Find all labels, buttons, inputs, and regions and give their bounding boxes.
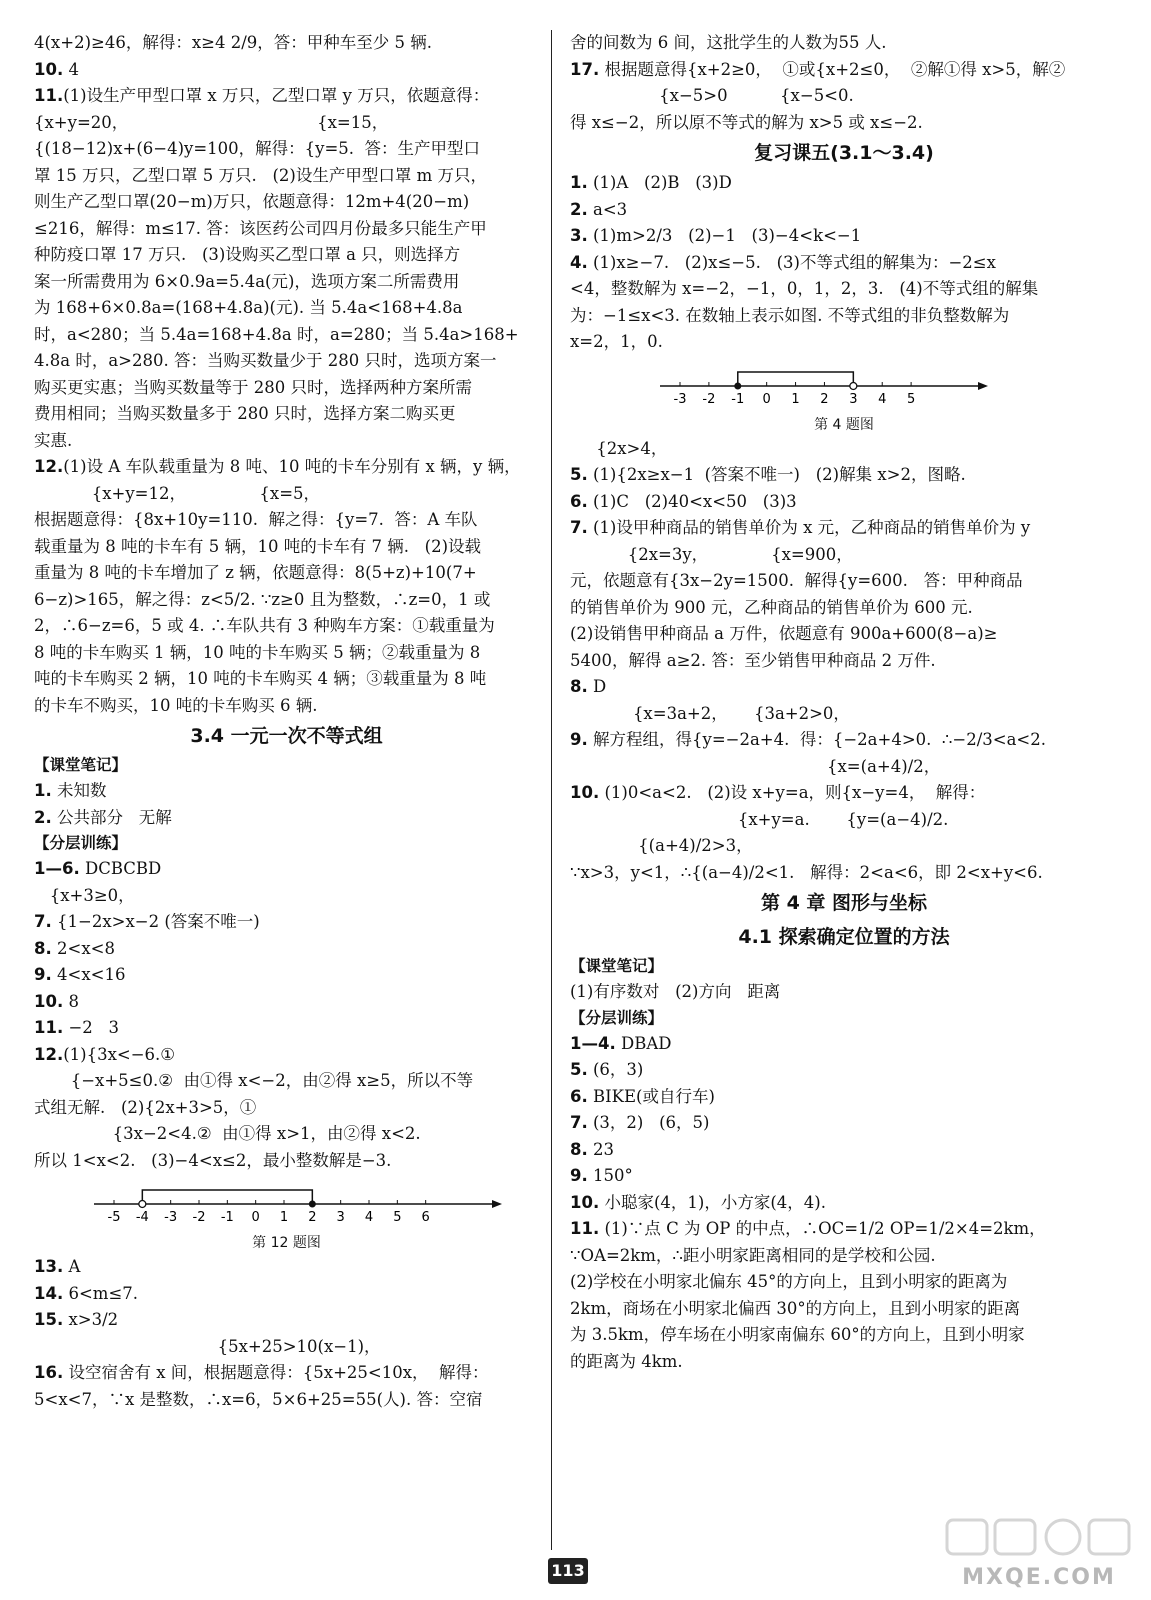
page-number: 113 bbox=[548, 1558, 588, 1584]
text-line bbox=[34, 1334, 539, 1361]
text-line bbox=[570, 860, 1118, 887]
text-line bbox=[570, 1296, 1118, 1323]
line-text: (2)设销售甲种商品 a 万件，依题意有 900a+600(8−a)≥ bbox=[570, 624, 998, 643]
question-number: 6. bbox=[570, 491, 588, 511]
line-text: 4 bbox=[63, 59, 79, 79]
line-text: −2 3 bbox=[63, 1018, 120, 1037]
question-number: 7. bbox=[34, 912, 52, 931]
right-column bbox=[570, 30, 1118, 1375]
line-text: {1−2x>x−2 (答案不唯一) bbox=[51, 912, 260, 931]
text-line bbox=[34, 936, 539, 963]
question-number: 7. bbox=[570, 518, 588, 537]
tick-label: 4 bbox=[878, 391, 887, 407]
text-line bbox=[570, 754, 1118, 781]
text-line bbox=[570, 83, 1118, 110]
line-text: 得 x≤−2，所以原不等式的解为 x>5 或 x≤−2. bbox=[570, 112, 923, 132]
text-line bbox=[570, 674, 1118, 701]
question-number: 2. bbox=[570, 199, 588, 219]
line-text: a<3 bbox=[587, 199, 628, 219]
text-line bbox=[34, 375, 539, 402]
text-line bbox=[570, 1110, 1118, 1137]
line-text: x=2，1，0. bbox=[570, 332, 663, 351]
tick-label: 3 bbox=[336, 1210, 345, 1225]
text-line bbox=[34, 805, 539, 832]
line-text: 案一所需费用为 6×0.9a=5.4a(元)，选项方案二所需费用 bbox=[34, 271, 460, 291]
text-line bbox=[34, 322, 539, 349]
text-line bbox=[34, 587, 539, 614]
line-text: (1)A (2)B (3)D bbox=[587, 173, 732, 192]
tick-label: -1 bbox=[220, 1210, 234, 1225]
line-text: 6−z)>165，解之得：z<5/2. ∵z≥0 且为整数，∴z=0，1 或 bbox=[34, 589, 491, 609]
line-text: DCBCBD bbox=[79, 859, 162, 878]
text-line bbox=[570, 1349, 1118, 1376]
text-line bbox=[570, 436, 1118, 463]
question-number: 15. bbox=[34, 1310, 64, 1329]
line-text: 2，∴6−z=6，5 或 4. ∴车队共有 3 种购车方案：①载重量为 bbox=[34, 616, 495, 635]
line-text: 5<x<7，∵x 是整数，∴x=6，5×6+25=55(人). 答：空宿 bbox=[34, 1389, 483, 1409]
question-number: 5. bbox=[570, 465, 588, 484]
line-text: 为 3.5km，停车场在小明家南偏东 60°的方向上，且到小明家 bbox=[570, 1325, 1025, 1344]
text-line bbox=[34, 778, 539, 805]
text-line bbox=[570, 1216, 1118, 1243]
text-line bbox=[570, 489, 1118, 516]
text-line bbox=[570, 595, 1118, 622]
tick-label: 6 bbox=[421, 1210, 430, 1225]
text-line bbox=[570, 170, 1118, 197]
closed-endpoint bbox=[309, 1201, 316, 1208]
line-text: 费用相同；当购买数量多于 280 只时，选择方案二购买更 bbox=[34, 404, 456, 423]
line-text: 购买更实惠；当购买数量等于 280 只时，选择两种方案所需 bbox=[34, 377, 472, 397]
line-text: (1){3x<−6.① bbox=[63, 1044, 176, 1064]
line-text: (1)设甲种商品的销售单价为 x 元，乙种商品的销售单价为 y bbox=[587, 518, 1031, 537]
line-text: {x+y=20， {x=15， bbox=[34, 112, 389, 132]
line-text: (1)有序数对 (2)方向 距离 bbox=[570, 982, 781, 1001]
line-text: 4(x+2)≥46，解得：x≥4 2/9，答：甲种车至少 5 辆. bbox=[34, 33, 432, 52]
line-text: 载重量为 8 吨的卡车有 5 辆，10 吨的卡车有 7 辆. (2)设载 bbox=[34, 536, 482, 556]
axis-arrow bbox=[978, 382, 988, 390]
line-text: A bbox=[63, 1257, 81, 1276]
line-text: {x+y=12， {x=5， bbox=[34, 483, 321, 503]
question-number: 4. bbox=[570, 252, 588, 272]
tick-label: -5 bbox=[107, 1210, 121, 1225]
text-line bbox=[570, 727, 1118, 754]
question-number: 16. bbox=[34, 1363, 64, 1382]
tick-label: -1 bbox=[731, 391, 745, 407]
text-line bbox=[34, 83, 539, 110]
question-number: 12. bbox=[34, 1044, 64, 1064]
text-line bbox=[570, 621, 1118, 648]
line-text: {5x+25>10(x−1)， bbox=[34, 1336, 381, 1356]
line-text: 实惠. bbox=[34, 430, 73, 450]
line-text: (1)0<a<2. (2)设 x+y=a，则{x−y=4， 解得： bbox=[599, 783, 986, 802]
text-line bbox=[34, 1042, 539, 1069]
line-text: (1)设生产甲型口罩 x 万只，乙型口罩 y 万只，依题意得： bbox=[63, 86, 490, 105]
question-number: 10. bbox=[34, 991, 64, 1011]
text-line bbox=[570, 303, 1118, 330]
question-number: 9. bbox=[570, 1166, 588, 1185]
line-text: {x=3a+2， {3a+2>0， bbox=[570, 703, 850, 723]
question-number: 10. bbox=[34, 59, 64, 79]
line-text: 6<m≤7. bbox=[63, 1283, 139, 1303]
open-endpoint bbox=[850, 382, 857, 389]
text-line bbox=[34, 1360, 539, 1387]
text-line bbox=[570, 1243, 1118, 1270]
line-text: D bbox=[587, 677, 607, 696]
watermark-text: MXQE.COM bbox=[962, 1565, 1116, 1590]
tick-label: -4 bbox=[135, 1210, 149, 1225]
line-text: (1)x≥−7. (2)x≤−5. (3)不等式组的解集为：−2≤x bbox=[587, 252, 996, 272]
line-text: 5400，解得 a≥2. 答：至少销售甲种商品 2 万件. bbox=[570, 650, 936, 670]
line-text: 2<x<8 bbox=[51, 938, 115, 958]
number-line-figure bbox=[570, 362, 1118, 434]
question-number: 1. bbox=[570, 173, 588, 192]
subsection-label: 【课堂笔记】 bbox=[570, 957, 664, 975]
tick-label: 1 bbox=[791, 391, 800, 407]
number-line bbox=[570, 362, 1075, 414]
line-text: {(a+4)/2>3， bbox=[570, 836, 753, 855]
line-text: 时，a<280；当 5.4a=168+4.8a 时，a=280；当 5.4a>168+ bbox=[34, 324, 519, 344]
text-line bbox=[34, 693, 539, 720]
text-line bbox=[34, 1387, 539, 1414]
line-text: 式组无解. (2){2x+3>5，① bbox=[34, 1097, 257, 1117]
line-text: ≤216，解得：m≤17. 答：该医药公司四月份最多只能生产甲 bbox=[34, 218, 487, 238]
line-text: ∵OA=2km，∴距小明家距离相同的是学校和公园. bbox=[570, 1245, 936, 1265]
tick-label: 3 bbox=[849, 391, 858, 407]
text-line bbox=[570, 223, 1118, 250]
tick-label: 0 bbox=[251, 1210, 260, 1225]
line-text: 2km，商场在小明家北偏西 30°的方向上，且到小明家的距离 bbox=[570, 1298, 1021, 1318]
line-text: 4.8a 时，a>280. 答：当购买数量少于 280 只时，选项方案一 bbox=[34, 351, 497, 370]
text-line bbox=[34, 1148, 539, 1175]
line-text: 的卡车不购买，10 吨的卡车购买 6 辆. bbox=[34, 695, 318, 715]
text-line bbox=[34, 666, 539, 693]
left-column bbox=[34, 30, 539, 1413]
line-text: 罩 15 万只，乙型口罩 5 万只. (2)设生产甲型口罩 m 万只， bbox=[34, 165, 487, 185]
line-text: 公共部分 无解 bbox=[51, 807, 172, 827]
line-text: 所以 1<x<2. (3)−4<x≤2，最小整数解是−3. bbox=[34, 1150, 392, 1170]
question-number: 2. bbox=[34, 807, 52, 827]
question-number: 6. bbox=[570, 1086, 588, 1106]
section-heading: 3.4 一元一次不等式组 bbox=[190, 725, 383, 747]
tick-label: 1 bbox=[279, 1210, 289, 1225]
text-line bbox=[34, 30, 539, 57]
line-text: BIKE(或自行车) bbox=[587, 1086, 715, 1106]
text-line bbox=[34, 883, 539, 910]
text-line bbox=[34, 163, 539, 190]
tick-label: -3 bbox=[673, 391, 687, 407]
question-number: 13. bbox=[34, 1257, 64, 1276]
axis-arrow bbox=[492, 1200, 502, 1208]
text-line bbox=[34, 560, 539, 587]
subsection-label: 【分层训练】 bbox=[570, 1008, 664, 1027]
tick-label: 2 bbox=[308, 1210, 317, 1225]
question-number: 8. bbox=[570, 677, 588, 696]
question-number: 11. bbox=[34, 1018, 64, 1037]
number-line bbox=[34, 1180, 539, 1232]
section-heading: 复习课五(3.1～3.4) bbox=[754, 142, 934, 164]
question-number: 11. bbox=[570, 1219, 600, 1238]
line-text: DBAD bbox=[615, 1033, 672, 1053]
line-text: 则生产乙型口罩(20−m)万只，依题意得：12m+4(20−m) bbox=[34, 192, 470, 211]
line-text: 小聪家(4，1)，小方家(4，4). bbox=[599, 1192, 826, 1212]
question-number: 1—6. bbox=[34, 859, 80, 878]
text-line bbox=[570, 1137, 1118, 1164]
line-text: {2x>4， bbox=[570, 438, 668, 458]
text-line bbox=[570, 30, 1118, 57]
text-line bbox=[570, 276, 1118, 303]
line-text: 为 168+6×0.8a=(168+4.8a)(元). 当 5.4a<168+4.8a bbox=[34, 298, 463, 317]
question-number: 5. bbox=[570, 1060, 588, 1079]
tick-label: -2 bbox=[192, 1210, 206, 1225]
text-line bbox=[34, 989, 539, 1016]
line-text: {2x=3y， {x=900， bbox=[570, 544, 853, 564]
line-text: 解方程组，得{y=−2a+4. 得：{−2a+4>0. ∴−2/3<a<2. bbox=[587, 730, 1047, 749]
text-line bbox=[34, 481, 539, 508]
question-number: 11. bbox=[34, 86, 64, 105]
line-text: 元，依题意有{3x−2y=1500. 解得{y=600. 答：甲种商品 bbox=[570, 571, 1023, 590]
line-text: 未知数 bbox=[51, 781, 107, 800]
text-line bbox=[34, 269, 539, 296]
text-line bbox=[570, 250, 1118, 277]
closed-endpoint bbox=[734, 382, 741, 389]
text-line bbox=[34, 454, 539, 481]
line-text: 为：−1≤x<3. 在数轴上表示如图. 不等式组的非负整数解为 bbox=[570, 305, 1010, 325]
text-line bbox=[570, 648, 1118, 675]
line-text: (1){2x≥x−1 (答案不唯一) (2)解集 x>2，图略. bbox=[587, 465, 966, 484]
text-line bbox=[570, 542, 1118, 569]
line-text: 的销售单价为 900 元，乙种商品的销售单价为 600 元. bbox=[570, 597, 973, 617]
line-text: x>3/2 bbox=[63, 1310, 119, 1329]
question-number: 8. bbox=[34, 938, 52, 958]
section-heading: 第 4 章 图形与坐标 bbox=[760, 892, 928, 914]
question-number: 10. bbox=[570, 1192, 600, 1212]
text-line bbox=[34, 57, 539, 84]
text-line bbox=[570, 1163, 1118, 1190]
text-line bbox=[34, 295, 539, 322]
line-text: 重量为 8 吨的卡车增加了 z 辆，依题意得：8(5+z)+10(7+ bbox=[34, 563, 477, 582]
text-line bbox=[34, 534, 539, 561]
line-text: {3x−2<4.② 由①得 x>1，由②得 x<2. bbox=[34, 1124, 421, 1143]
text-line bbox=[34, 1095, 539, 1122]
text-line bbox=[34, 507, 539, 534]
line-text: 8 bbox=[63, 991, 79, 1011]
text-line bbox=[570, 57, 1118, 84]
line-text: {x=(a+4)/2， bbox=[570, 756, 941, 776]
text-line bbox=[34, 856, 539, 883]
line-text: 8 吨的卡车购买 1 辆，10 吨的卡车购买 5 辆；②载重量为 8 bbox=[34, 642, 481, 662]
line-text: (3，2) (6，5) bbox=[587, 1113, 710, 1132]
line-text: 吨的卡车购买 2 辆，10 吨的卡车购买 4 辆；③载重量为 8 吨 bbox=[34, 669, 487, 688]
text-line bbox=[570, 701, 1118, 728]
line-text: (2)学校在小明家北偏东 45°的方向上，且到小明家的距离为 bbox=[570, 1272, 1008, 1291]
text-line bbox=[34, 1068, 539, 1095]
text-line bbox=[570, 1269, 1118, 1296]
text-line bbox=[34, 189, 539, 216]
line-text: 根据题意得{x+2≥0， ①或{x+2≤0， ②解①得 x>5，解② bbox=[599, 59, 1066, 79]
line-text: (1)C (2)40<x<50 (3)3 bbox=[587, 491, 797, 511]
line-text: {x+3≥0， bbox=[34, 885, 135, 905]
line-text: (1)m>2/3 (2)−1 (3)−4<k<−1 bbox=[587, 226, 862, 245]
question-number: 3. bbox=[570, 226, 588, 245]
text-line bbox=[570, 1057, 1118, 1084]
text-line bbox=[570, 780, 1118, 807]
text-line bbox=[34, 909, 539, 936]
line-text: 舍的间数为 6 间，这批学生的人数为55 人. bbox=[570, 33, 887, 52]
question-number: 14. bbox=[34, 1283, 64, 1303]
text-line bbox=[570, 1322, 1118, 1349]
text-line bbox=[570, 515, 1118, 542]
line-text: <4，整数解为 x=−2，−1，0，1，2，3. (4)不等式组的解集 bbox=[570, 279, 1039, 298]
text-line bbox=[570, 568, 1118, 595]
subsection-label: 【分层训练】 bbox=[34, 834, 128, 852]
question-number: 1. bbox=[34, 781, 52, 800]
text-line bbox=[34, 110, 539, 137]
tick-label: -2 bbox=[702, 391, 716, 407]
text-line bbox=[34, 1281, 539, 1308]
line-text: 4<x<16 bbox=[51, 965, 126, 984]
tick-label: 0 bbox=[762, 391, 771, 407]
text-line bbox=[570, 110, 1118, 137]
tick-label: 5 bbox=[393, 1210, 402, 1225]
tick-label: -3 bbox=[164, 1210, 178, 1225]
open-endpoint bbox=[139, 1201, 146, 1208]
tick-label: 5 bbox=[906, 391, 916, 407]
column-divider bbox=[551, 30, 552, 1550]
line-text: {−x+5≤0.② 由①得 x<−2，由②得 x≥5，所以不等 bbox=[34, 1071, 474, 1090]
text-line bbox=[34, 242, 539, 269]
text-line bbox=[570, 833, 1118, 860]
text-line bbox=[34, 1015, 539, 1042]
question-number: 8. bbox=[570, 1139, 588, 1159]
line-text: 23 bbox=[587, 1139, 614, 1159]
text-line bbox=[570, 807, 1118, 834]
tick-label: 4 bbox=[364, 1210, 374, 1225]
text-line bbox=[34, 348, 539, 375]
text-line bbox=[34, 1121, 539, 1148]
line-text: {(18−12)x+(6−4)y=100，解得：{y=5. 答：生产甲型口 bbox=[34, 139, 481, 158]
text-line bbox=[570, 1031, 1118, 1058]
line-text: (1)设 A 车队载重量为 8 吨、10 吨的卡车分别有 x 辆，y 辆， bbox=[63, 457, 521, 476]
figure-caption: 第 12 题图 bbox=[252, 1235, 321, 1251]
text-line bbox=[570, 197, 1118, 224]
text-line bbox=[34, 216, 539, 243]
question-number: 9. bbox=[34, 965, 52, 984]
line-text: 的距离为 4km. bbox=[570, 1351, 683, 1371]
number-line-figure bbox=[34, 1180, 539, 1252]
line-text: 根据题意得：{8x+10y=110. 解之得：{y=7. 答：A 车队 bbox=[34, 510, 478, 529]
text-line bbox=[570, 979, 1118, 1006]
text-line bbox=[34, 640, 539, 667]
text-line bbox=[570, 1190, 1118, 1217]
text-line bbox=[34, 1307, 539, 1334]
line-text: 种防疫口罩 17 万只. (3)设购买乙型口罩 a 只，则选择方 bbox=[34, 245, 461, 264]
question-number: 17. bbox=[570, 59, 600, 79]
question-number: 1—4. bbox=[570, 1033, 616, 1053]
line-text: ∵x>3，y<1，∴{(a−4)/2<1. 解得：2<a<6，即 2<x+y<6. bbox=[570, 862, 1043, 882]
text-line bbox=[34, 136, 539, 163]
line-text: {x−5>0 {x−5<0. bbox=[570, 86, 854, 105]
question-number: 12. bbox=[34, 457, 64, 476]
figure-caption: 第 4 题图 bbox=[814, 416, 874, 433]
text-line bbox=[34, 962, 539, 989]
question-number: 7. bbox=[570, 1113, 588, 1132]
subsection-label: 【课堂笔记】 bbox=[34, 756, 128, 774]
text-line bbox=[34, 613, 539, 640]
text-line bbox=[570, 462, 1118, 489]
text-line bbox=[34, 401, 539, 428]
question-number: 10. bbox=[570, 783, 600, 802]
text-line bbox=[570, 329, 1118, 356]
text-line bbox=[570, 1084, 1118, 1111]
tick-label: 2 bbox=[820, 391, 829, 407]
line-text: 设空宿舍有 x 间，根据题意得：{5x+25<10x， 解得： bbox=[63, 1363, 489, 1382]
text-line bbox=[34, 1254, 539, 1281]
line-text: (6，3) bbox=[587, 1060, 644, 1079]
line-text: (1)∵点 C 为 OP 的中点，∴OC=1/2 OP=1/2×4=2km， bbox=[599, 1219, 1046, 1238]
question-number: 9. bbox=[570, 730, 588, 749]
text-line bbox=[34, 428, 539, 455]
line-text: 150° bbox=[587, 1166, 633, 1185]
line-text: {x+y=a. {y=(a−4)/2. bbox=[570, 809, 949, 829]
section-heading: 4.1 探索确定位置的方法 bbox=[738, 926, 950, 948]
watermark-logo bbox=[939, 1516, 1139, 1594]
